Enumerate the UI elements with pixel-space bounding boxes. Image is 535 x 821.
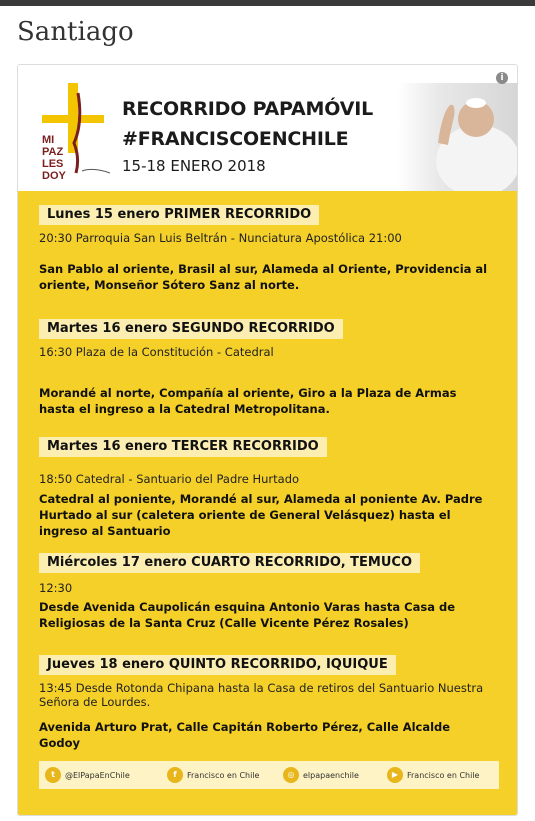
instagram-icon: ◎ — [283, 767, 299, 783]
section-route: Desde Avenida Caupolicán esquina Antonio Varas hasta Casa de Religiosas de la Santa Cruz (Calle Vicente Pérez Rosales) — [39, 600, 455, 630]
svg-text:PAZ: PAZ — [42, 146, 64, 158]
itinerary-body — [18, 191, 517, 815]
social-label: Francisco en Chile — [187, 770, 260, 780]
section-heading: Miércoles 17 enero CUARTO RECORRIDO, TEMUCO — [39, 553, 420, 573]
social-label: @ElPapaEnChile — [65, 770, 130, 780]
facebook-icon: f — [167, 767, 183, 783]
section-heading: Lunes 15 enero PRIMER RECORRIDO — [39, 205, 319, 225]
social-footer — [39, 761, 499, 789]
itinerary-card — [17, 64, 518, 816]
section-time: 16:30 Plaza de la Constitución - Catedral — [39, 345, 274, 359]
youtube-icon: ▶ — [387, 767, 403, 783]
header-dates: 15-18 ENERO 2018 — [122, 157, 266, 175]
social-instagram[interactable] — [283, 766, 359, 784]
section-heading: Martes 16 enero SEGUNDO RECORRIDO — [39, 319, 343, 339]
section-route: Catedral al poniente, Morandé al sur, Alameda al poniente Av. Padre Hurtado al sur (caletera oriente de General Velásquez) hasta el ingreso al Santuario — [39, 492, 483, 538]
info-icon[interactable]: i — [496, 72, 508, 84]
section-time: 12:30 — [39, 581, 73, 595]
section-route: Avenida Arturo Prat, Calle Capitán Roberto Pérez, Calle Alcalde Godoy — [39, 720, 451, 750]
section-heading: Martes 16 enero TERCER RECORRIDO — [39, 437, 327, 457]
svg-text:LES: LES — [42, 158, 64, 170]
pope-photo — [398, 83, 517, 191]
svg-text:DOY: DOY — [42, 170, 66, 182]
social-twitter[interactable] — [45, 766, 130, 784]
mi-paz-les-doy-logo — [38, 83, 118, 183]
social-youtube[interactable] — [387, 766, 479, 784]
top-bar — [0, 0, 535, 6]
social-label: elpapaenchile — [303, 770, 359, 780]
social-facebook[interactable] — [167, 766, 259, 784]
section-heading: Jueves 18 enero QUINTO RECORRIDO, IQUIQUE — [39, 655, 396, 675]
section-route: Morandé al norte, Compañía al oriente, Giro a la Plaza de Armas hasta el ingreso a la Catedral Metropolitana. — [39, 386, 457, 416]
social-label: Francisco en Chile — [407, 770, 480, 780]
header-hashtag: #FRANCISCOENCHILE — [122, 128, 349, 150]
section-time: 20:30 Parroquia San Luis Beltrán - Nunciatura Apostólica 21:00 — [39, 231, 402, 245]
header-title: RECORRIDO PAPAMÓVIL — [122, 98, 373, 120]
card-header — [18, 65, 517, 191]
section-time: 18:50 Catedral - Santuario del Padre Hurtado — [39, 472, 300, 486]
page-title: Santiago — [17, 17, 134, 47]
section-time: 13:45 Desde Rotonda Chipana hasta la Casa de retiros del Santuario Nuestra Señora de Lourdes. — [39, 681, 484, 709]
section-route: San Pablo al oriente, Brasil al sur, Alameda al Oriente, Providencia al oriente, Monseñor Sótero Sanz al norte. — [39, 262, 488, 292]
svg-text:MI: MI — [42, 134, 55, 146]
twitter-icon: t — [45, 767, 61, 783]
